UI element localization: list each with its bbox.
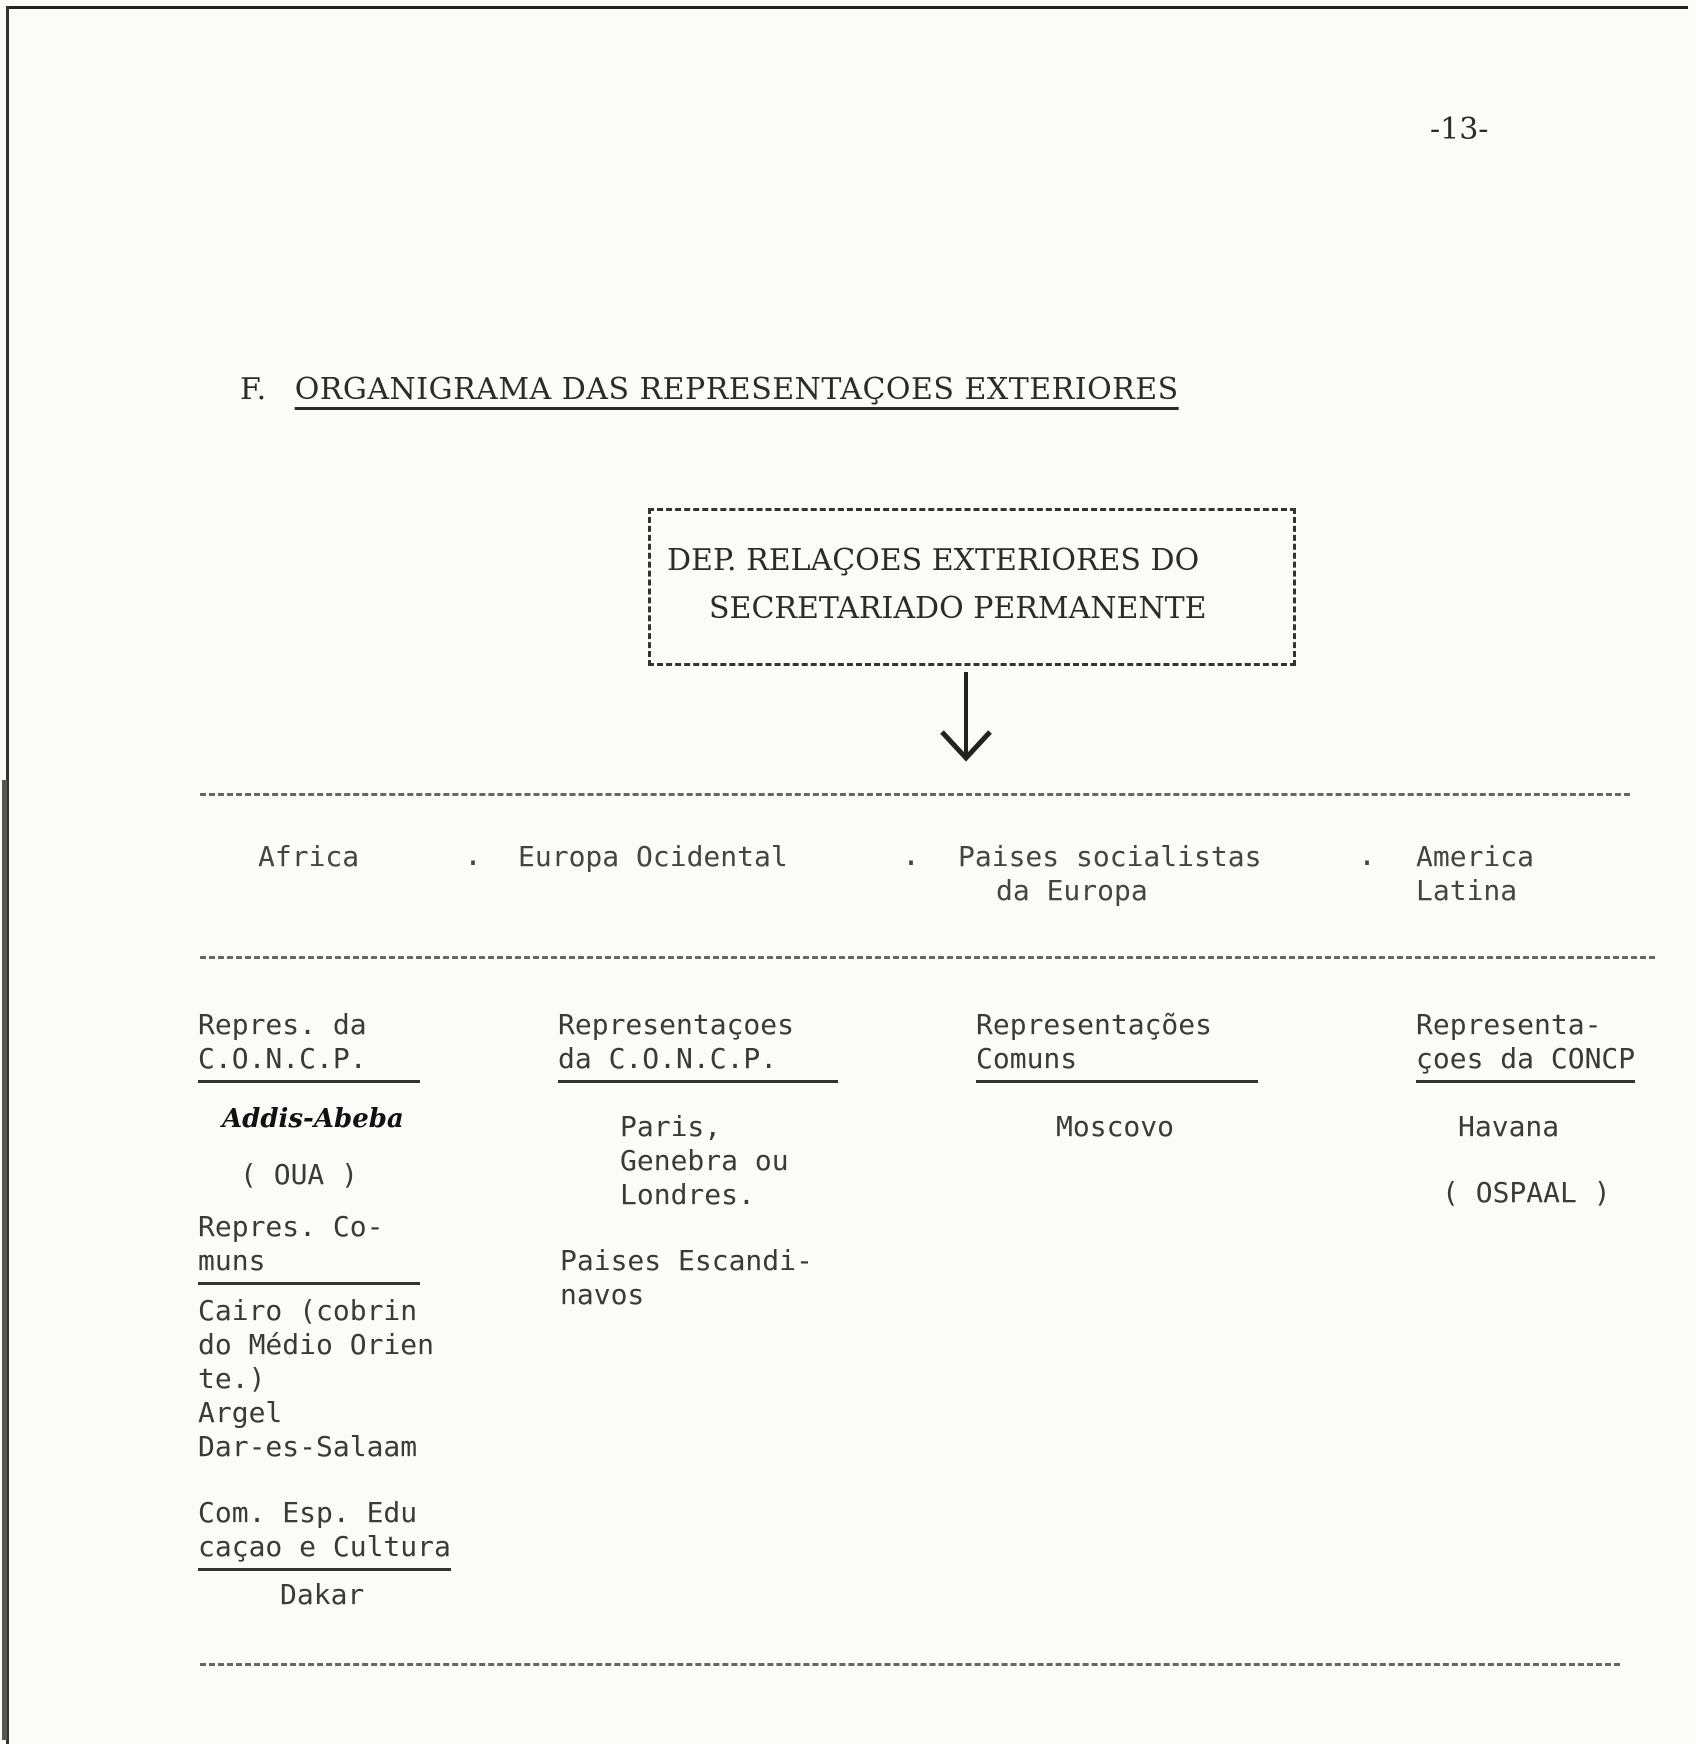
region-america-latina-line2: Latina — [1416, 874, 1518, 907]
section-number: F. — [240, 372, 267, 407]
region-europa-ocidental: Europa Ocidental — [518, 840, 788, 873]
africa-com-line1: Com. Esp. Edu — [198, 1496, 418, 1529]
latin-org: ( OSPAAL ) — [1442, 1176, 1611, 1209]
divider-bottom — [200, 1663, 1620, 1666]
handwritten-correction: Addis-Abeba — [222, 1104, 404, 1134]
africa-subheader-line2: muns — [198, 1244, 420, 1285]
region-separator: . — [1358, 838, 1377, 873]
region-africa: Africa — [258, 840, 360, 873]
socialist-header-line2: Comuns — [976, 1042, 1258, 1083]
region-separator: . — [464, 838, 483, 873]
region-separator: . — [902, 838, 921, 873]
top-border — [8, 6, 1688, 9]
department-line-1: DEP. RELAÇOES EXTERIORES DO — [667, 543, 1200, 578]
region-america-latina-line1: America — [1416, 840, 1535, 873]
divider-top — [200, 793, 1630, 796]
socialist-city: Moscovo — [1056, 1110, 1175, 1143]
latin-city: Havana — [1458, 1110, 1560, 1143]
africa-city1-org: ( OUA ) — [240, 1158, 359, 1191]
latin-header-line1: Representa- — [1416, 1008, 1602, 1041]
page-number: -13- — [1430, 112, 1489, 147]
africa-cairo-line3: te.) — [198, 1362, 266, 1395]
europa-cities-line3: Londres. — [620, 1178, 755, 1211]
department-line-2: SECRETARIADO PERMANENTE — [709, 591, 1207, 626]
socialist-header-line1: Representações — [976, 1008, 1213, 1041]
africa-argel: Argel — [198, 1396, 283, 1429]
down-arrow-icon — [920, 670, 1000, 770]
africa-cairo-line2: do Médio Orien — [198, 1328, 435, 1361]
region-paises-socialistas-line1: Paises socialistas — [958, 840, 1262, 873]
section-heading — [240, 372, 1179, 407]
africa-cairo-line1: Cairo (cobrin — [198, 1294, 418, 1327]
europa-scandinavia-line2: navos — [560, 1278, 645, 1311]
europa-cities-line2: Genebra ou — [620, 1144, 789, 1177]
europa-cities-line1: Paris, — [620, 1110, 722, 1143]
africa-dakar: Dakar — [280, 1578, 365, 1611]
left-binding-edge — [2, 780, 7, 1740]
africa-dar-es-salaam: Dar-es-Salaam — [198, 1430, 418, 1463]
section-title: ORGANIGRAMA DAS REPRESENTAÇOES EXTERIORES — [294, 372, 1179, 407]
africa-header-line2: C.O.N.C.P. — [198, 1042, 420, 1083]
europa-header-line1: Representaçoes — [558, 1008, 795, 1041]
africa-subheader-line1: Repres. Co- — [198, 1210, 384, 1243]
latin-header-line2: çoes da CONCP — [1416, 1042, 1635, 1083]
region-paises-socialistas-line2: da Europa — [996, 874, 1148, 907]
africa-com-line2: caçao e Cultura — [198, 1530, 451, 1571]
africa-header-line1: Repres. da — [198, 1008, 367, 1041]
europa-scandinavia-line1: Paises Escandi- — [560, 1244, 813, 1277]
europa-header-line2: da C.O.N.C.P. — [558, 1042, 838, 1083]
department-box — [648, 508, 1296, 666]
divider-middle — [200, 956, 1655, 959]
